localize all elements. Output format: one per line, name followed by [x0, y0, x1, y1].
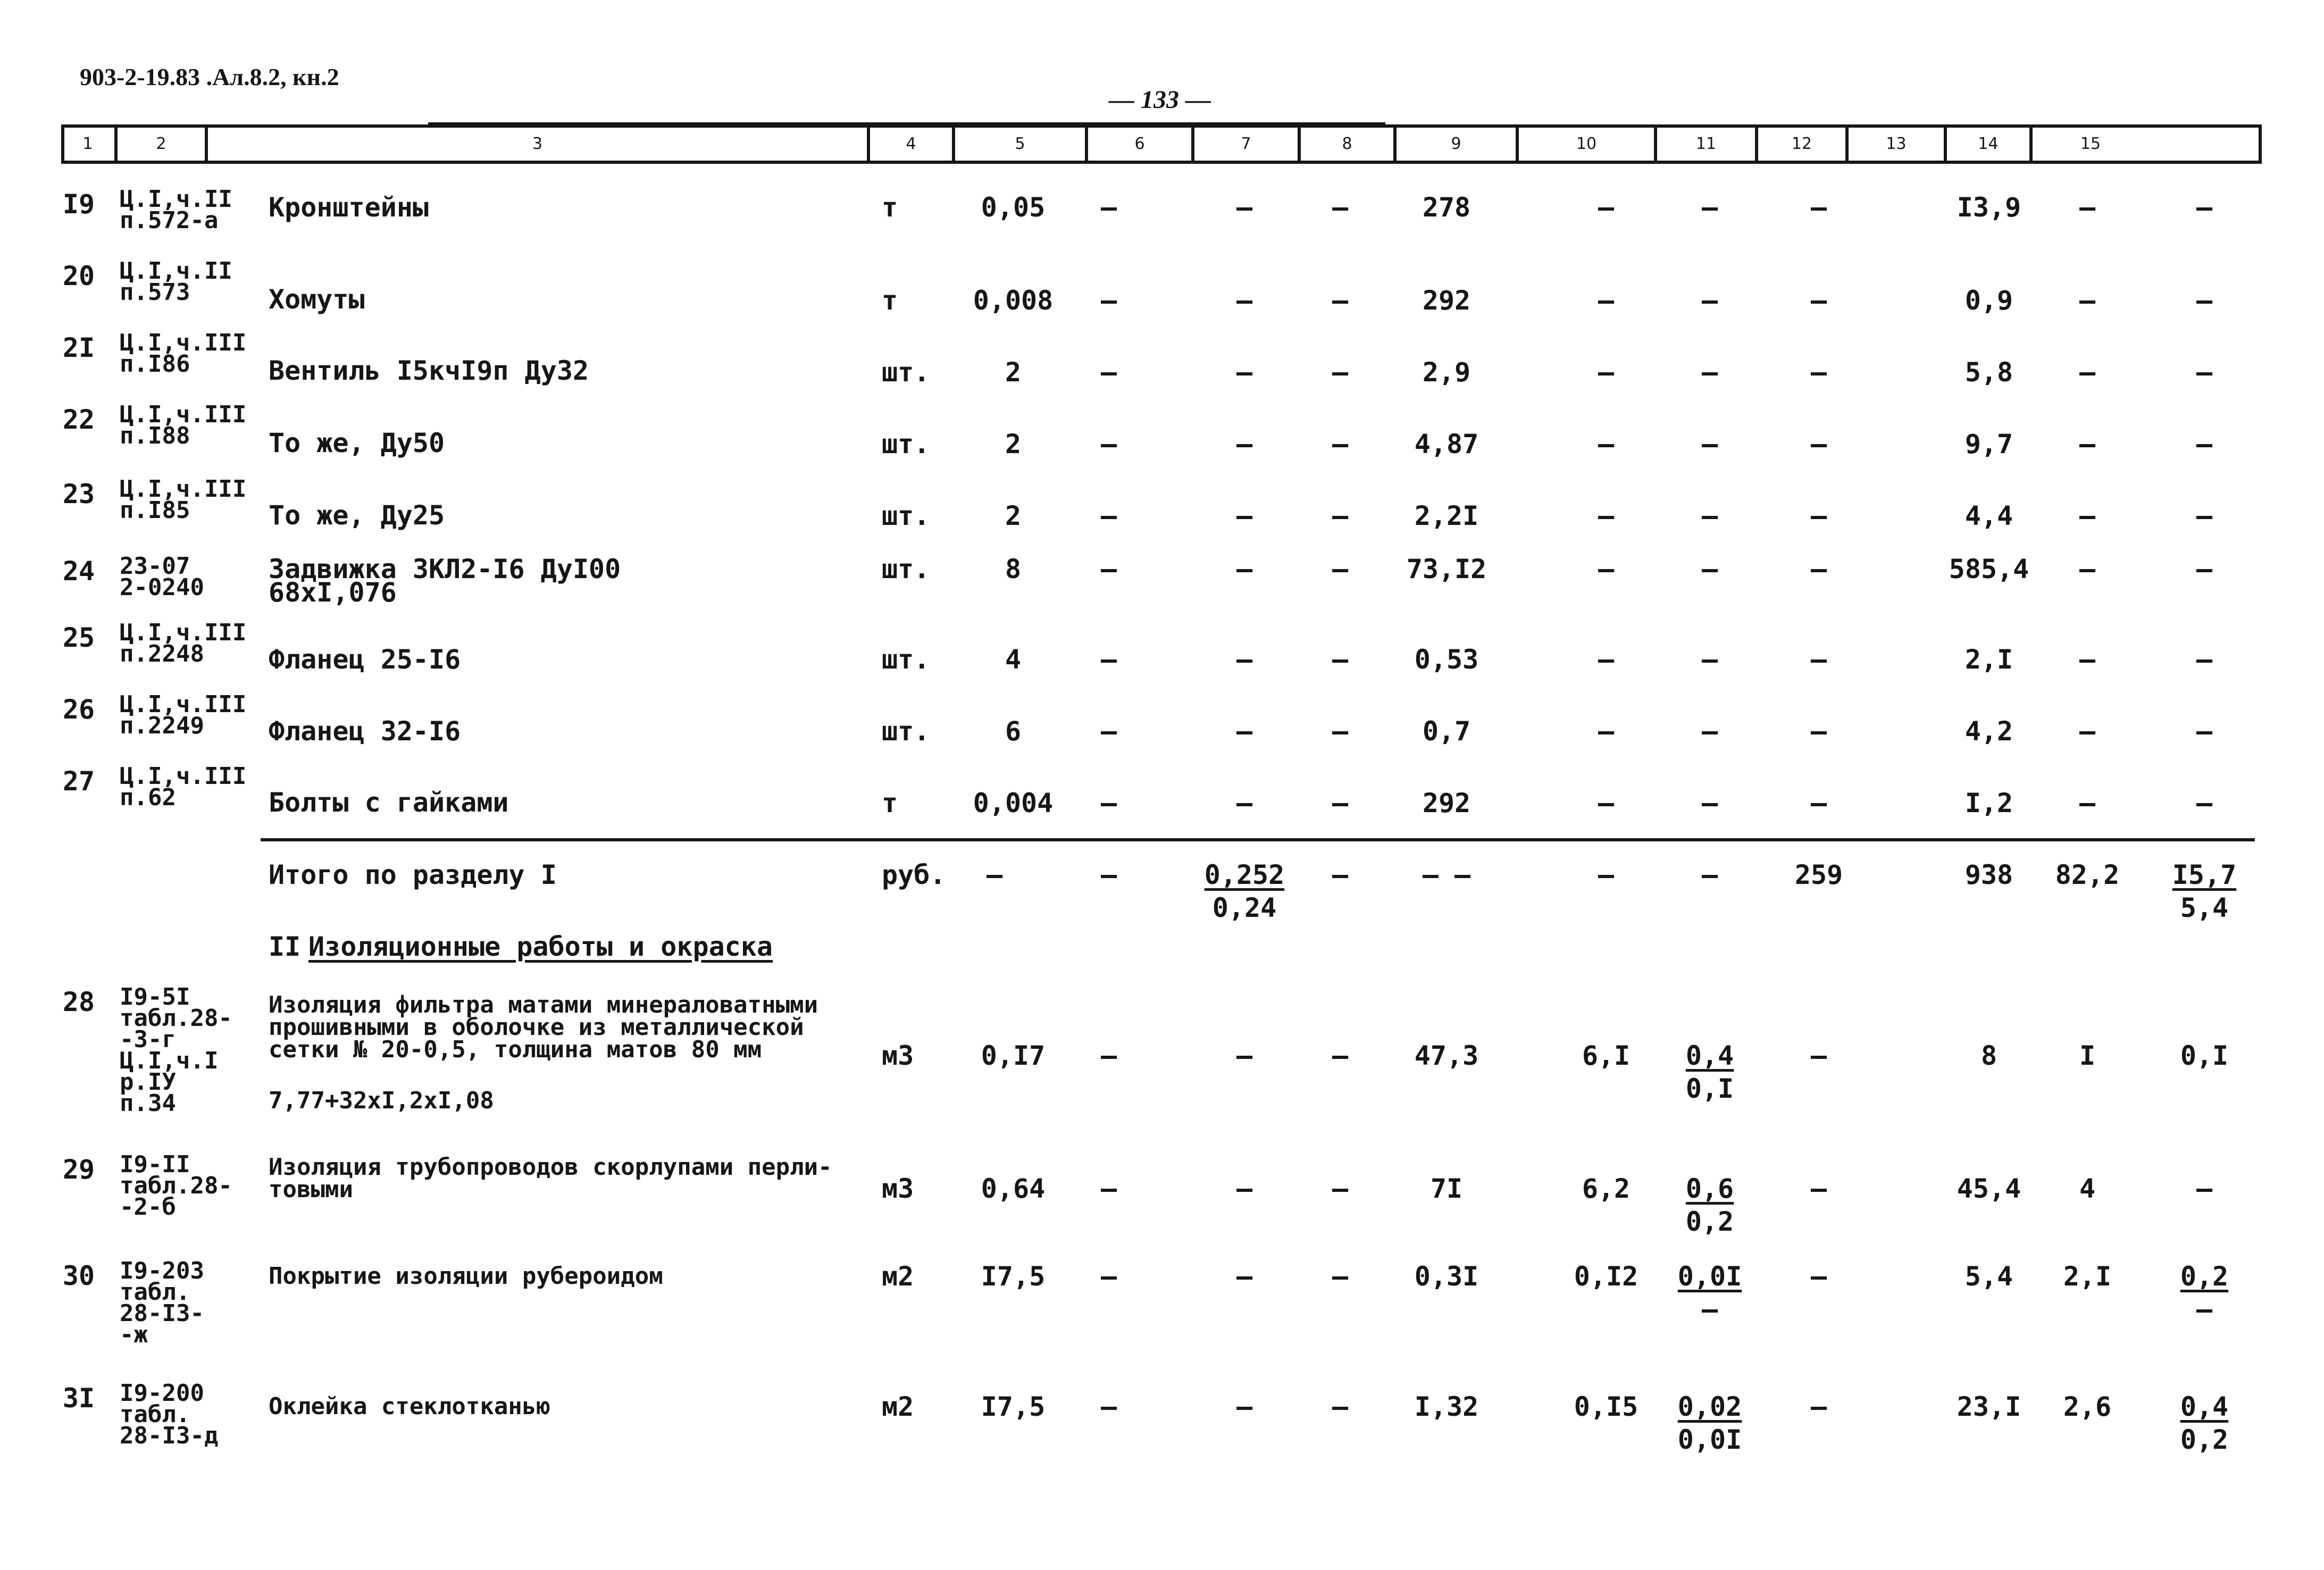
row-c11: –: [1701, 500, 1718, 531]
row-c12: –: [1810, 1040, 1827, 1071]
column-header-8: 8: [1298, 128, 1393, 161]
column-header-11: 11: [1654, 128, 1755, 161]
total-c8: –: [1332, 859, 1349, 890]
row-c10: –: [1598, 554, 1615, 584]
column-header-15: 15: [2029, 128, 2149, 161]
row-c5: 4: [1005, 644, 1022, 675]
row-c15-denominator: –: [2196, 1294, 2213, 1325]
row-unit: шт.: [882, 357, 930, 388]
header-rule: [428, 122, 1385, 125]
column-header-2: 2: [114, 128, 205, 161]
row-ref: п.I85: [120, 497, 190, 524]
row-c10: 0,I5: [1574, 1391, 1638, 1422]
row-c6: –: [1100, 554, 1117, 584]
row-number: 25: [62, 622, 95, 653]
row-c8: –: [1332, 554, 1349, 584]
row-ref: 28-I3-д: [120, 1422, 219, 1449]
row-number: 3I: [62, 1383, 95, 1414]
row-c15: –: [2196, 285, 2213, 316]
row-c13: 585,4: [1949, 554, 2029, 584]
row-c7: –: [1236, 1040, 1253, 1071]
row-ref: п.2248: [120, 640, 204, 667]
row-c11-numerator: 0,6: [1685, 1173, 1734, 1204]
row-unit: т: [882, 788, 898, 819]
row-unit: м2: [882, 1391, 914, 1422]
row-c7: –: [1236, 285, 1253, 316]
row-c13: 8: [1980, 1040, 1997, 1071]
row-c12: –: [1810, 192, 1827, 223]
row-name: Кронштейны: [269, 192, 429, 223]
row-c10: –: [1598, 500, 1615, 531]
row-ref: п.573: [120, 279, 190, 306]
row-c11-denominator: 0,2: [1685, 1206, 1734, 1237]
total-c14: 82,2: [2055, 859, 2120, 890]
row-c13: I3,9: [1957, 192, 2021, 223]
row-c13: 4,2: [1964, 716, 2013, 747]
row-c7: –: [1236, 788, 1253, 819]
row-c15: –: [2196, 357, 2213, 388]
row-c11-denominator: 0,0I: [1677, 1424, 1742, 1455]
row-c6: –: [1100, 192, 1117, 223]
row-c15: –: [2196, 716, 2213, 747]
row-c6: –: [1100, 357, 1117, 388]
row-ref: -ж: [120, 1321, 148, 1348]
row-c7: –: [1236, 1173, 1253, 1204]
row-c14: I: [2079, 1040, 2096, 1071]
row-c13: 2,I: [1964, 644, 2013, 675]
row-c14: 2,6: [2063, 1391, 2112, 1422]
row-ref: п.I88: [120, 422, 190, 449]
row-c10: 0,I2: [1574, 1261, 1638, 1292]
row-number: 20: [62, 261, 95, 291]
row-unit: шт.: [882, 716, 930, 747]
row-c10: –: [1598, 788, 1615, 819]
row-number: 23: [62, 479, 95, 510]
row-ref: табл.: [120, 1279, 190, 1306]
total-c5: –: [986, 859, 1003, 890]
column-header-7: 7: [1191, 128, 1298, 161]
row-c5: 0,05: [981, 192, 1046, 223]
row-c11: –: [1701, 357, 1718, 388]
row-name: То же, Ду50: [269, 428, 445, 458]
row-ref: I9-200: [120, 1380, 204, 1407]
row-ref: табл.: [120, 1401, 190, 1428]
row-c9: 0,53: [1414, 644, 1479, 675]
row-c7: –: [1236, 644, 1253, 675]
row-ref: Ц.I,ч.I: [120, 1047, 219, 1074]
row-number: 30: [62, 1260, 95, 1291]
column-header-1: 1: [82, 135, 93, 153]
row-c11: –: [1701, 285, 1718, 316]
row-ref: п.I86: [120, 350, 190, 378]
row-c14: –: [2079, 788, 2096, 819]
row-c9: 4,87: [1414, 429, 1479, 460]
total-c6: –: [1100, 859, 1117, 890]
column-header-5: 5: [952, 128, 1085, 161]
row-c12: –: [1810, 788, 1827, 819]
row-c9: 292: [1422, 788, 1471, 819]
row-c5: 2: [1005, 357, 1022, 388]
row-c8: –: [1332, 1261, 1349, 1292]
row-unit: шт.: [882, 500, 930, 531]
row-c10: 6,2: [1582, 1173, 1631, 1204]
row-c15: –: [2196, 192, 2213, 223]
section-number: II: [269, 931, 301, 962]
row-c5: 0,004: [973, 788, 1054, 819]
row-c8: –: [1332, 192, 1349, 223]
row-c9: 7I: [1430, 1173, 1463, 1204]
row-c6: –: [1100, 1040, 1117, 1071]
row-c15-denominator: 0,2: [2180, 1424, 2229, 1455]
row-c15: –: [2196, 429, 2213, 460]
row-name: Оклейка стеклотканью: [269, 1393, 550, 1420]
total-c13: 938: [1964, 859, 2013, 890]
row-c7: –: [1236, 357, 1253, 388]
row-c11: –: [1701, 716, 1718, 747]
row-c6: –: [1100, 285, 1117, 316]
row-c11: –: [1701, 192, 1718, 223]
row-c8: –: [1332, 1391, 1349, 1422]
row-name: Болты с гайками: [269, 787, 509, 818]
row-c5: I7,5: [981, 1391, 1046, 1422]
row-c15: 0,I: [2180, 1040, 2229, 1071]
column-header-4: 4: [867, 128, 952, 161]
row-unit: шт.: [882, 644, 930, 675]
row-c14: –: [2079, 644, 2096, 675]
row-c12: –: [1810, 357, 1827, 388]
row-c11: –: [1701, 644, 1718, 675]
row-c8: –: [1332, 788, 1349, 819]
row-name: товыми: [269, 1176, 353, 1203]
row-c9: 47,3: [1414, 1040, 1479, 1071]
row-c10: –: [1598, 644, 1615, 675]
row-ref: Ц.I,ч.III: [120, 763, 247, 790]
row-c14: –: [2079, 285, 2096, 316]
row-c10: –: [1598, 716, 1615, 747]
row-c14: 2,I: [2063, 1261, 2112, 1292]
row-c13: I,2: [1964, 788, 2013, 819]
row-number: 27: [62, 766, 95, 797]
row-number: I9: [62, 189, 95, 220]
row-number: 2I: [62, 332, 95, 363]
total-c10: –: [1598, 859, 1615, 890]
row-c6: –: [1100, 1173, 1117, 1204]
row-c9: 278: [1422, 192, 1471, 223]
row-ref: табл.28-: [120, 1172, 232, 1199]
row-name: Фланец 32-I6: [269, 716, 461, 747]
row-unit: м3: [882, 1040, 914, 1071]
column-header-9: 9: [1393, 128, 1516, 161]
row-c9: I,32: [1414, 1391, 1479, 1422]
row-ref: п.2249: [120, 712, 204, 739]
section-title: Изоляционные работы и окраска: [308, 931, 773, 962]
row-number: 29: [62, 1154, 95, 1185]
row-c7: –: [1236, 500, 1253, 531]
page-number: — 133 —: [1109, 86, 1211, 114]
row-c5: 6: [1005, 716, 1022, 747]
row-name: То же, Ду25: [269, 500, 445, 531]
row-c14: –: [2079, 192, 2096, 223]
row-unit: шт.: [882, 554, 930, 584]
row-c6: –: [1100, 644, 1117, 675]
column-header-13: 13: [1845, 128, 1944, 161]
total-c15-denominator: 5,4: [2180, 892, 2229, 923]
row-c15-numerator: 0,2: [2180, 1261, 2229, 1292]
row-unit: т: [882, 192, 898, 223]
row-c7: –: [1236, 554, 1253, 584]
row-ref: р.IУ: [120, 1068, 176, 1096]
row-ref: I9-203: [120, 1257, 204, 1284]
row-c15-numerator: 0,4: [2180, 1391, 2229, 1422]
row-name: Покрытие изоляции рубероидом: [269, 1263, 663, 1290]
row-ref: 28-I3-: [120, 1300, 204, 1327]
total-c11: –: [1701, 859, 1718, 890]
row-c8: –: [1332, 357, 1349, 388]
row-c12: –: [1810, 1261, 1827, 1292]
row-c11-numerator: 0,4: [1685, 1040, 1734, 1071]
row-c15: –: [2196, 644, 2213, 675]
row-c9: 0,3I: [1414, 1261, 1479, 1292]
row-c15: –: [2196, 788, 2213, 819]
row-ref: Ц.I,ч.III: [120, 475, 247, 503]
row-ref: Ц.I,ч.III: [120, 401, 247, 428]
row-number: 26: [62, 694, 95, 725]
row-c14: 4: [2079, 1173, 2096, 1204]
row-name: Изоляция трубопроводов скорлупами перли-: [269, 1154, 832, 1181]
row-c12: –: [1810, 644, 1827, 675]
row-c15: –: [2196, 1173, 2213, 1204]
row-c13: 5,8: [1964, 357, 2013, 388]
row-formula: 7,77+32хI,2хI,08: [269, 1087, 494, 1114]
row-c5: 2: [1005, 500, 1022, 531]
row-ref: Ц.I,ч.III: [120, 329, 247, 356]
row-c8: –: [1332, 1173, 1349, 1204]
row-c14: –: [2079, 716, 2096, 747]
row-c10: –: [1598, 357, 1615, 388]
row-c15: –: [2196, 554, 2213, 584]
row-ref: 23-07: [120, 553, 190, 580]
row-c5: 2: [1005, 429, 1022, 460]
row-c8: –: [1332, 644, 1349, 675]
row-name: Фланец 25-I6: [269, 644, 461, 675]
row-c9: 2,2I: [1414, 500, 1479, 531]
row-c13: 45,4: [1957, 1173, 2021, 1204]
row-c13: 5,4: [1964, 1261, 2013, 1292]
row-c7: –: [1236, 1391, 1253, 1422]
row-c8: –: [1332, 500, 1349, 531]
row-c9: 0,7: [1422, 716, 1471, 747]
row-number: 28: [62, 987, 95, 1017]
total-c15-numerator: I5,7: [2172, 859, 2237, 890]
column-header-14: 14: [1944, 128, 2029, 161]
row-c6: –: [1100, 1261, 1117, 1292]
row-c14: –: [2079, 554, 2096, 584]
row-c9: 292: [1422, 285, 1471, 316]
row-c12: –: [1810, 500, 1827, 531]
column-header-3: 3: [205, 128, 867, 161]
row-c11-denominator: —: [1701, 1294, 1718, 1325]
row-ref: -2-б: [120, 1193, 176, 1221]
row-unit: т: [882, 285, 898, 316]
doc-code: 903-2-19.83 .Ал.8.2, кн.2: [80, 63, 339, 90]
row-c8: –: [1332, 429, 1349, 460]
row-c10: –: [1598, 192, 1615, 223]
row-c12: –: [1810, 716, 1827, 747]
column-header-6: 6: [1085, 128, 1191, 161]
row-c12: –: [1810, 554, 1827, 584]
row-c12: –: [1810, 1173, 1827, 1204]
row-c6: –: [1100, 716, 1117, 747]
row-c7: –: [1236, 1261, 1253, 1292]
row-name: прошивными в оболочке из металлической: [269, 1014, 804, 1041]
row-c5: 0,008: [973, 285, 1054, 316]
row-ref: -3-г: [120, 1026, 176, 1053]
row-c6: –: [1100, 1391, 1117, 1422]
total-c9: – –: [1422, 859, 1471, 890]
row-ref: 2-0240: [120, 574, 204, 601]
row-c13: 4,4: [1964, 500, 2013, 531]
row-c8: –: [1332, 1040, 1349, 1071]
row-ref: п.34: [120, 1090, 176, 1117]
row-c11-denominator: 0,I: [1685, 1073, 1734, 1104]
row-c8: –: [1332, 716, 1349, 747]
total-c12: 259: [1794, 859, 1843, 890]
row-c10: –: [1598, 429, 1615, 460]
row-name: сетки № 20-0,5, толщина матов 80 мм: [269, 1036, 762, 1063]
total-rule: [261, 838, 2255, 841]
row-c12: –: [1810, 285, 1827, 316]
row-ref: п.572-а: [120, 207, 219, 234]
row-c11-numerator: 0,02: [1677, 1391, 1742, 1422]
row-ref: п.62: [120, 784, 176, 811]
row-c11-numerator: 0,0I: [1677, 1261, 1742, 1292]
row-unit: шт.: [882, 429, 930, 460]
row-c15: –: [2196, 500, 2213, 531]
row-name: Хомуты: [269, 284, 365, 315]
row-ref: Ц.I,ч.III: [120, 619, 247, 646]
row-c12: –: [1810, 429, 1827, 460]
row-ref: Ц.I,ч.III: [120, 691, 247, 718]
row-c14: –: [2079, 357, 2096, 388]
row-c5: 8: [1005, 554, 1022, 584]
row-c5: I7,5: [981, 1261, 1046, 1292]
row-c11: –: [1701, 429, 1718, 460]
row-name: 68хI,076: [269, 577, 397, 608]
column-header-10: 10: [1516, 128, 1654, 161]
row-number: 24: [62, 556, 95, 587]
row-c7: –: [1236, 716, 1253, 747]
row-c11: –: [1701, 554, 1718, 584]
row-c13: 0,9: [1964, 285, 2013, 316]
row-c11: –: [1701, 788, 1718, 819]
row-ref: I9-5I: [120, 983, 190, 1011]
row-unit: м3: [882, 1173, 914, 1204]
total-label: Итого по разделу I: [269, 859, 557, 890]
row-c6: –: [1100, 788, 1117, 819]
column-header-12: 12: [1755, 128, 1845, 161]
row-ref: Ц.I,ч.II: [120, 186, 232, 213]
row-ref: Ц.I,ч.II: [120, 257, 232, 285]
row-ref: табл.28-: [120, 1005, 232, 1032]
row-number: 22: [62, 404, 95, 435]
row-name: Вентиль I5кчI9п Ду32: [269, 355, 589, 386]
row-name: Изоляция фильтра матами минераловатными: [269, 991, 818, 1018]
row-c7: –: [1236, 192, 1253, 223]
row-c5: 0,I7: [981, 1040, 1046, 1071]
row-c12: –: [1810, 1391, 1827, 1422]
row-c8: –: [1332, 285, 1349, 316]
row-c6: –: [1100, 500, 1117, 531]
total-c7-denominator: 0,24: [1212, 892, 1277, 923]
row-unit: м2: [882, 1261, 914, 1292]
total-unit: руб.: [882, 859, 946, 890]
row-c7: –: [1236, 429, 1253, 460]
row-c10: –: [1598, 285, 1615, 316]
row-c9: 73,I2: [1406, 554, 1487, 584]
row-c13: 9,7: [1964, 429, 2013, 460]
total-c7-numerator: 0,252: [1204, 859, 1285, 890]
row-c5: 0,64: [981, 1173, 1046, 1204]
row-c13: 23,I: [1957, 1391, 2021, 1422]
row-c6: –: [1100, 429, 1117, 460]
row-name: Задвижка 3КЛ2-I6 ДуI00: [269, 554, 621, 584]
row-c9: 2,9: [1422, 357, 1471, 388]
row-ref: I9-II: [120, 1151, 190, 1178]
row-c14: –: [2079, 429, 2096, 460]
row-c10: 6,I: [1582, 1040, 1631, 1071]
row-c14: –: [2079, 500, 2096, 531]
